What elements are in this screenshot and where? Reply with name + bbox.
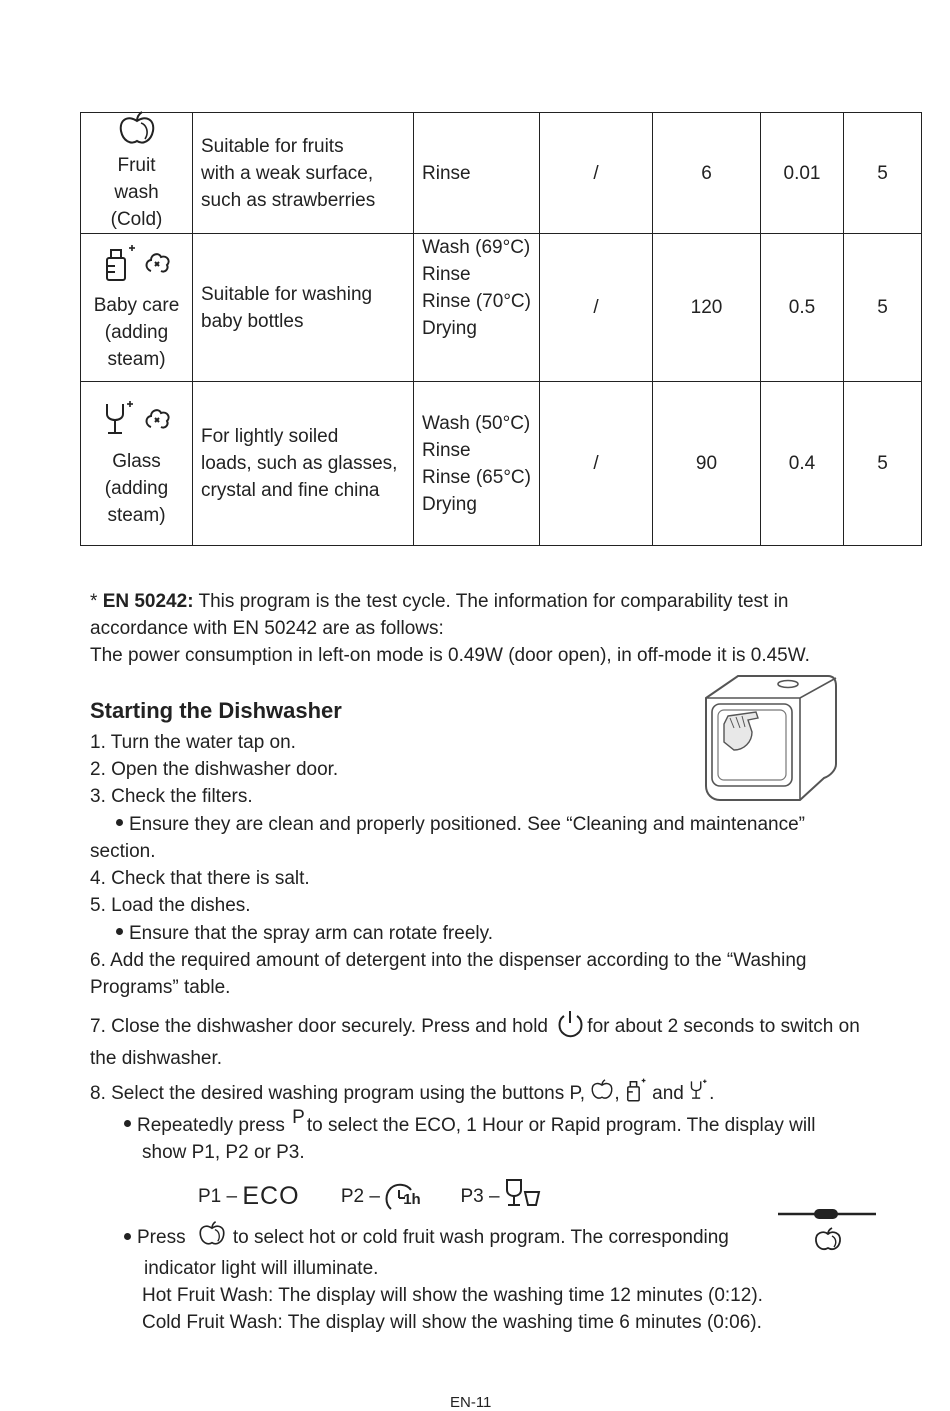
- time-cell: 120: [653, 234, 761, 382]
- energy-cell: 0.5: [761, 234, 844, 382]
- cycle-step: Drying: [422, 493, 477, 515]
- program-description-cell: [193, 382, 414, 546]
- baby-bottle-icon: [625, 1078, 647, 1110]
- bullet-icon: [124, 1120, 131, 1127]
- description-line: crystal and fine china: [201, 480, 380, 501]
- program-name-line: (adding: [104, 322, 169, 343]
- note-prefix: *: [90, 591, 103, 612]
- step-5-bullet-text: Ensure that the spray arm can rotate freely.: [129, 923, 493, 944]
- description-line: baby bottles: [201, 310, 304, 332]
- page-number: EN-11: [450, 1394, 492, 1411]
- steam-icon: [145, 251, 171, 283]
- section-title: Starting the Dishwasher: [90, 698, 342, 723]
- bullet-icon: [116, 819, 123, 826]
- description-line: with a weak surface,: [201, 162, 374, 184]
- step-3-bullet: [90, 811, 806, 838]
- step-8: [90, 1078, 714, 1110]
- steps-list: [90, 729, 806, 1001]
- p3-label: P3 –: [460, 1186, 500, 1208]
- cycle-step: Drying: [422, 318, 477, 339]
- water-cell: 5: [844, 382, 922, 546]
- fruit-wash-bullet: [124, 1221, 763, 1336]
- program-name-line: Baby care: [93, 295, 180, 316]
- one-hour-text: 1h: [403, 1191, 421, 1208]
- bullet-p-text: Repeatedly press: [137, 1115, 285, 1136]
- program-name-cell: [81, 382, 193, 546]
- steam-icon: [145, 407, 171, 439]
- note-standard: EN 50242:: [102, 591, 194, 612]
- step-7: [90, 1009, 860, 1072]
- program-name-line: Fruit: [117, 154, 156, 176]
- detergent-cell: /: [540, 113, 653, 234]
- time-cell: 90: [653, 382, 761, 546]
- wine-glass-icon: [103, 400, 137, 446]
- step-6-line-1: 6. Add the required amount of detergent into the dispenser according to the “Washing: [90, 950, 807, 971]
- note-line-2: accordance with EN 50242 are as follows:: [90, 618, 444, 639]
- cycle-step: Rinse: [422, 439, 471, 461]
- program-name-line: wash: [114, 181, 159, 203]
- cycle-cell: [414, 113, 540, 234]
- detergent-cell: /: [540, 234, 653, 382]
- bullet-fruit-text: Press: [137, 1227, 186, 1249]
- cycle-step: Rinse (70°C): [422, 291, 531, 312]
- power-icon: [557, 1009, 583, 1045]
- cycle-step: Rinse (65°C): [422, 466, 531, 488]
- wine-glass-icon: [689, 1079, 709, 1109]
- step-8-text: 8. Select the desired washing program using the buttons: [90, 1083, 565, 1105]
- bullet-fruit-line-2: indicator light will illuminate.: [144, 1258, 379, 1279]
- table-row: [81, 234, 922, 382]
- step-6-line-2: Programs” table.: [90, 977, 231, 998]
- program-name-line: (adding: [104, 478, 169, 499]
- indicator-light-illustration: [778, 1206, 878, 1261]
- energy-cell: 0.01: [761, 113, 844, 234]
- baby-bottle-icon: [103, 244, 137, 290]
- step-8-comma: ,: [614, 1083, 620, 1105]
- water-cell: 5: [844, 234, 922, 382]
- bullet-icon: [124, 1233, 131, 1240]
- step-7-text: 7. Close the dishwasher door securely. Press and hold: [90, 1016, 549, 1038]
- step-7-text-continued: for about 2 seconds to switch on: [587, 1016, 860, 1038]
- note-line-1: [90, 588, 810, 615]
- bullet-p-line-2: show P1, P2 or P3.: [142, 1142, 305, 1163]
- bullet-icon: [116, 928, 123, 935]
- program-name-line: (Cold): [110, 208, 163, 230]
- water-cell: 5: [844, 113, 922, 234]
- program-name-cell: [81, 234, 193, 382]
- step-7-line-2: the dishwasher.: [90, 1048, 223, 1069]
- program-list: [198, 1178, 541, 1216]
- table-row: [81, 382, 922, 546]
- p2-label: P2 –: [340, 1186, 380, 1208]
- program-name-cell: [81, 113, 193, 234]
- step-5-bullet: [90, 920, 806, 947]
- cycle-cell: [414, 234, 540, 382]
- program-description-cell: [193, 234, 414, 382]
- table-row: [81, 113, 922, 234]
- hot-fruit-wash: Hot Fruit Wash: The display will show the washing time 12 minutes (0:12).: [142, 1285, 763, 1306]
- en50242-note: [90, 588, 810, 669]
- description-line: Suitable for washing: [201, 283, 373, 305]
- one-hour-icon: [385, 1182, 419, 1212]
- washing-programs-table: [80, 112, 922, 546]
- program-button-label: P,: [569, 1083, 586, 1105]
- cycle-cell: [414, 382, 540, 546]
- step-4: 4. Check that there is salt.: [90, 868, 310, 889]
- program-button-bullet: [124, 1107, 816, 1166]
- apple-icon: [117, 111, 157, 155]
- program-description-cell: [193, 113, 414, 234]
- bullet-fruit-text-continued: to select hot or cold fruit wash program. The corresponding: [232, 1227, 729, 1249]
- program-name-line: steam): [107, 505, 166, 526]
- step-3: 3. Check the filters.: [90, 786, 253, 807]
- step-3-bullet-text: Ensure they are clean and properly positioned. See “Cleaning and maintenance”: [129, 814, 805, 835]
- program-name-line: Glass: [112, 451, 161, 472]
- description-line: Suitable for fruits: [201, 135, 344, 157]
- program-button-label: P: [292, 1107, 305, 1128]
- bullet-p-text-continued: to select the ECO, 1 Hour or Rapid program. The display will: [306, 1115, 816, 1136]
- cycle-step: Wash (69°C): [422, 237, 531, 258]
- step-3-continued: section.: [90, 841, 156, 862]
- cycle-step: Rinse: [422, 162, 471, 184]
- energy-cell: 0.4: [761, 382, 844, 546]
- step-1: 1. Turn the water tap on.: [90, 732, 296, 753]
- eco-display: ECO: [242, 1182, 300, 1211]
- p1-label: P1 –: [198, 1186, 238, 1208]
- apple-icon: [590, 1079, 614, 1109]
- rapid-icon: [505, 1178, 541, 1216]
- apple-icon: [197, 1221, 227, 1255]
- time-cell: 6: [653, 113, 761, 234]
- step-8-and: and: [652, 1083, 684, 1105]
- note-line-1-text: This program is the test cycle. The information for comparability test in: [193, 591, 789, 612]
- cold-fruit-wash: Cold Fruit Wash: The display will show the washing time 6 minutes (0:06).: [142, 1312, 762, 1333]
- cycle-step: Rinse: [422, 264, 471, 285]
- detergent-cell: /: [540, 382, 653, 546]
- description-line: For lightly soiled: [201, 426, 339, 447]
- step-5: 5. Load the dishes.: [90, 895, 251, 916]
- cycle-step: Wash (50°C): [422, 412, 531, 434]
- step-8-end: .: [709, 1083, 715, 1105]
- description-line: such as strawberries: [201, 189, 376, 211]
- note-line-3: The power consumption in left-on mode is 0.49W (door open), in off-mode it is 0.45W.: [90, 645, 810, 666]
- program-name-line: steam): [107, 349, 166, 370]
- description-line: loads, such as glasses,: [201, 453, 398, 474]
- step-2: 2. Open the dishwasher door.: [90, 759, 339, 780]
